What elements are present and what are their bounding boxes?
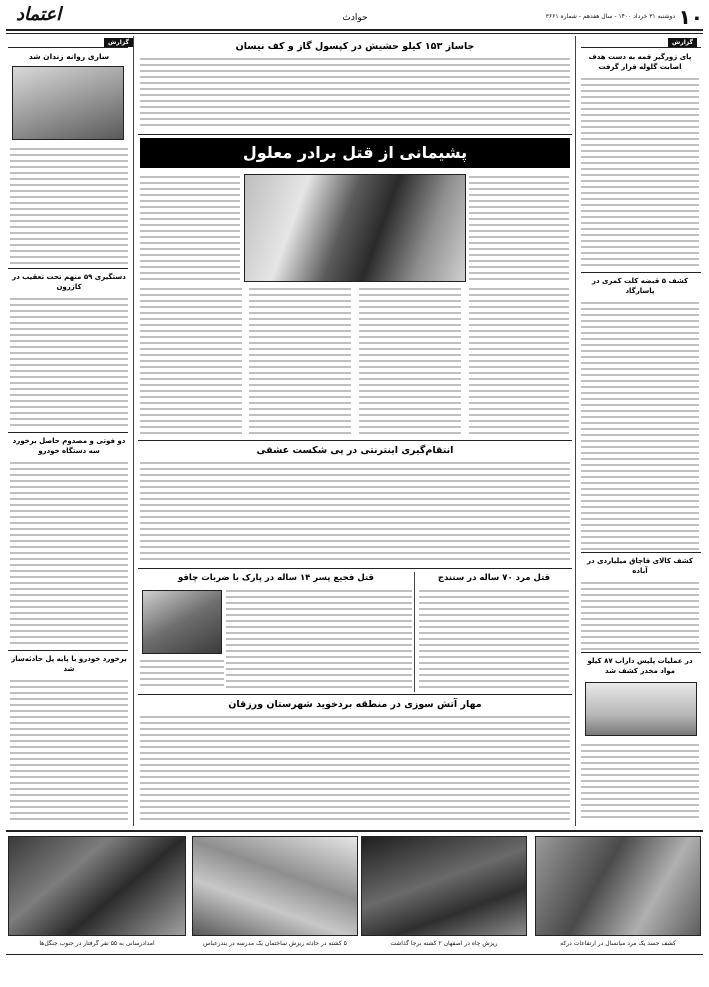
photo-1	[535, 836, 701, 936]
right-story2-body	[581, 300, 699, 550]
drug-packages-photo	[585, 682, 697, 736]
bottom-headline: مهار آتش سوزی در منطقه بردخوید شهرستان ورزقان	[228, 699, 482, 710]
masthead-rule-thin	[6, 33, 703, 34]
left-story1-title: ساری روانه زندان شد	[28, 52, 110, 61]
right-story1-title: پای زورگیر قمه به دست هدف اصابت گلوله قرار گرفت	[588, 53, 692, 71]
photo-3-caption: ۵ کشته در حادثه ریزش ساختمان یک مدرسه در بندرعباس	[203, 940, 347, 947]
top-headline: جاساز ۱۵۳ کیلو حشیش در کپسول گاز و کف نیسان	[235, 41, 475, 52]
right-story3-body	[581, 580, 699, 650]
left-story1-body	[10, 146, 128, 266]
photo-4	[8, 836, 186, 936]
column-rule-left	[133, 36, 134, 826]
main-story-col1	[469, 286, 569, 436]
main-story-side	[140, 174, 240, 280]
police-scene-photo	[244, 174, 466, 282]
handcuffed-woman-photo	[12, 66, 124, 140]
bottom-story-body	[140, 714, 570, 822]
photo-1-caption: کشف جسد یک مرد میانسال در ارتفاعات درکه	[560, 940, 676, 947]
masthead-rule	[6, 29, 703, 31]
mid-headline: انتقام‌گیری اینترنتی در پی شکست عشقی	[256, 445, 454, 456]
right-story4-title: در عملیات پلیس داراب ۸۷ کیلو مواد مخدر کشف شد	[587, 657, 693, 675]
crying-man-photo	[142, 590, 222, 654]
row3-story-mid-extra	[140, 658, 224, 690]
left-story3-body	[10, 460, 128, 646]
left-story4-body	[10, 678, 128, 822]
sidebar-tag-left: گزارش	[104, 38, 133, 47]
photo-4-caption: امدادرسانی به ۵۵ نفر گرفتار در جنوب جنگل‌ها	[39, 940, 155, 947]
date-line: دوشنبه ۳۱ خرداد ۱۴۰۰ - سال هفدهم - شماره ۳۶۶۱	[545, 13, 675, 20]
mid-story-body	[140, 460, 570, 564]
right-story3-title: کشف کالای قاچاق میلیاردی در آباده	[587, 557, 693, 575]
left-story2-body	[10, 296, 128, 428]
right-story1-body	[581, 76, 699, 268]
row3-story-right-title: قتل مرد ۷۰ ساله در سنندج	[437, 573, 551, 583]
left-story2-title: دستگیری ۵۹ متهم تحت تعقیب در کازرون	[12, 273, 126, 291]
sidebar-rule	[581, 47, 701, 48]
section-title: حوادث	[342, 13, 368, 23]
logo: اعتماد	[16, 4, 62, 25]
left-story4-title: برخورد خودرو با پایه پل حادثه‌ساز شد	[11, 655, 127, 673]
row3-story-right-body	[419, 588, 569, 690]
right-story4-body	[581, 742, 699, 822]
main-story-col2	[359, 286, 461, 436]
row3-story-mid-title: قتل فجیع پسر ۱۴ ساله در پارک با ضربات چاقو	[178, 573, 374, 583]
main-story-col3	[249, 286, 351, 436]
left-story3-title: دو فوتی و مصدوم حاصل برخورد سه دستگاه خودرو	[12, 437, 126, 455]
photo-2-caption: ریزش چاه در اصفهان ۲ کشته برجا گذاشت	[390, 940, 498, 947]
row3-story-mid-body	[226, 588, 412, 690]
main-story-intro	[469, 174, 569, 280]
main-headline: پشیمانی از قتل برادر معلول	[242, 143, 468, 162]
main-story-col4	[140, 286, 242, 436]
right-story2-title: کشف ۵ قبضه کلت کمری در پاسارگاد	[591, 277, 689, 295]
photo-2	[361, 836, 527, 936]
column-rule-right	[575, 36, 576, 826]
sidebar-tag-right: گزارش	[668, 38, 697, 47]
photo-3	[192, 836, 358, 936]
top-story-body	[140, 56, 570, 130]
page-number: ۱۰	[678, 5, 703, 29]
